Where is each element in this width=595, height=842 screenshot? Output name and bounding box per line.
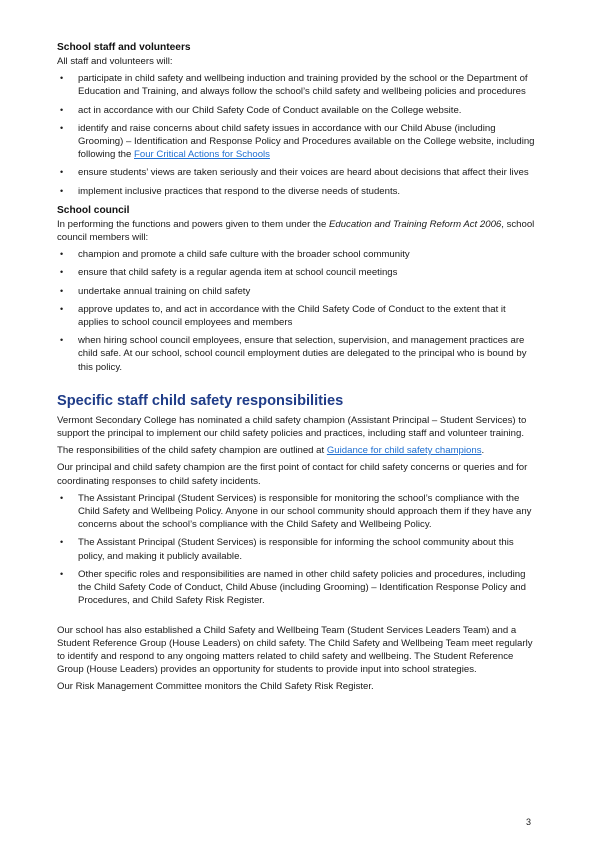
guidance-champions-link[interactable]: Guidance for child safety champions — [326, 445, 482, 457]
bullet-icon: • — [60, 267, 64, 278]
school-council-intro: In performing the functions and powers given to them under the Education and Training Reform Act 2006, school council members will: — [57, 218, 535, 244]
bullet-icon: • — [60, 122, 64, 133]
specific-responsibilities-heading: Specific staff child safety responsibilities — [57, 392, 344, 409]
list-item: • act in accordance with our Child Safety Code of Conduct available on the College website. — [60, 104, 462, 116]
list-item: • participate in child safety and wellbeing induction and training provided by the school or the Department of Education and Training, and always follow the school’s child safety and wellbeing policies and procedures — [60, 73, 528, 98]
list-item: • Other specific roles and responsibilities are named in other child safety policies and procedures, including the Child Safety Code of Conduct, Child Abuse (including Grooming) – Identification Response Policy and Procedures, and Child Safety Risk Register. — [60, 568, 526, 607]
staff-volunteers-intro: All staff and volunteers will: — [57, 56, 173, 67]
list-item: • undertake annual training on child safety — [60, 285, 251, 297]
bullet-icon: • — [60, 73, 64, 84]
bullet-icon: • — [60, 492, 64, 503]
school-council-list — [57, 248, 538, 374]
list-item: • champion and promote a child safe culture with the broader school community — [60, 249, 410, 261]
champion-guidance-paragraph: The responsibilities of the child safety champion are outlined at Guidance for child safety champions. — [57, 445, 485, 457]
bullet-icon: • — [60, 185, 64, 196]
wellbeing-team-paragraph: Our school has also established a Child Safety and Wellbeing Team (Student Services Leaders Team) and a Student Reference Group (House Leaders) on child safety. The Child Safety and Wellbeing Team meet regularly to identify and respond to any ongoing matters related to child safety and wellbeing. The Student Reference Group (House Leaders) provides an opportunity for students to provide input into school strategies. — [57, 624, 533, 676]
bullet-icon: • — [60, 167, 64, 178]
first-contact-paragraph: Our principal and child safety champion are the first point of contact for child safety concerns or queries and for coordinating responses to child safety incidents. — [57, 462, 528, 487]
page-number: 3 — [526, 817, 532, 827]
list-item: • when hiring school council employees, ensure that selection, supervision, and management practices are child safe. At our school, school council employment duties are delegated to the principal who is bound by this policy. — [60, 335, 527, 373]
bullet-icon: • — [60, 285, 64, 296]
staff-volunteers-heading: School staff and volunteers — [57, 42, 191, 53]
bullet-icon: • — [60, 303, 64, 314]
list-item: • ensure students’ views are taken seriously and their voices are heard about decisions that affect their lives — [60, 167, 529, 179]
staff-volunteers-list — [57, 72, 538, 198]
risk-committee-paragraph: Our Risk Management Committee monitors the Child Safety Risk Register. — [57, 681, 374, 693]
list-item: • The Assistant Principal (Student Services) is responsible for monitoring the school’s compliance with the Child Safety and Wellbeing Policy. Anyone in our school community should approach them if they have any concerns about the school’s compliance with the Child Safety and Wellbeing Policy. — [60, 492, 532, 531]
list-item: • ensure that child safety is a regular agenda item at school council meetings — [60, 267, 398, 279]
list-item: • approve updates to, and act in accordance with the Child Safety Code of Conduct to the extent that it applies to school council employees and members — [60, 303, 506, 329]
specific-roles-list — [57, 492, 538, 608]
bullet-icon: • — [60, 249, 64, 260]
bullet-icon: • — [60, 568, 64, 579]
champion-paragraph: Vermont Secondary College has nominated a child safety champion (Assistant Principal – Student Services) to support the principal to implement our child safety policies and practices, including staff and volunteer training. — [57, 414, 527, 440]
bullet-icon: • — [60, 537, 64, 548]
school-council-heading: School council — [57, 204, 130, 216]
list-item: • implement inclusive practices that respond to the diverse needs of students. — [60, 185, 401, 197]
list-item: • identify and raise concerns about child safety issues in accordance with our Child Abuse (including Grooming) – Identification and Response Policy and Procedures available on the College website, including following the Four Critical Actions for Schools — [60, 122, 535, 161]
spacer — [57, 614, 538, 624]
bullet-icon: • — [60, 104, 64, 115]
four-critical-actions-link[interactable]: Four Critical Actions for Schools — [134, 149, 270, 161]
page-content — [57, 41, 538, 698]
bullet-icon: • — [60, 335, 64, 346]
list-item: • The Assistant Principal (Student Services) is responsible for informing the school community about this policy, and making it publicly available. — [60, 537, 514, 562]
